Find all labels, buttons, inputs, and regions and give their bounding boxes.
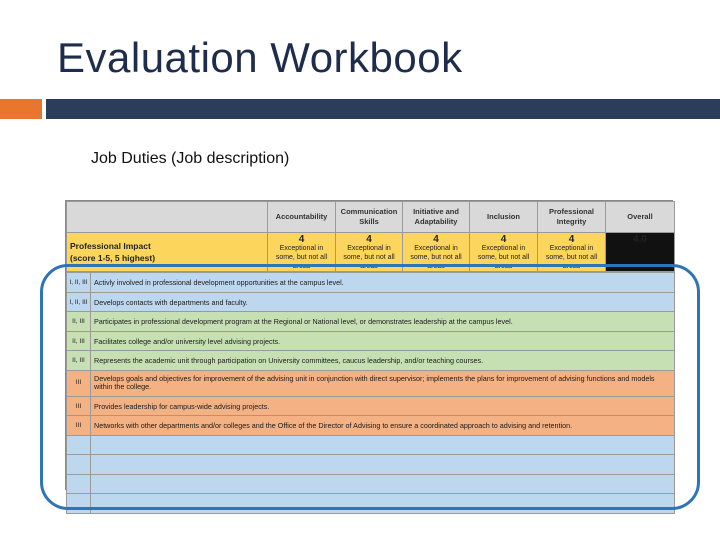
duty-description[interactable]: Facilitates college and/or university level advising projects. bbox=[91, 331, 675, 351]
impact-description: Exceptional in some, but not all areas bbox=[545, 245, 598, 270]
duty-level-code[interactable] bbox=[67, 494, 91, 514]
professional-impact-label[interactable] bbox=[67, 233, 268, 272]
impact-score: 4 bbox=[366, 234, 372, 245]
duty-level-code[interactable]: II, III bbox=[67, 331, 91, 351]
duty-level-code[interactable]: III bbox=[67, 370, 91, 396]
duty-description[interactable] bbox=[91, 455, 675, 475]
duty-description[interactable]: Develops goals and objectives for improvement of the advising unit in conjunction with direct supervisor; implements the plans for improvement of advising functions and models within the college. bbox=[91, 370, 675, 396]
duty-level-code[interactable]: III bbox=[67, 416, 91, 436]
header-professional-integrity[interactable]: Professional Integrity bbox=[538, 202, 606, 233]
slide-subtitle: Job Duties (Job description) bbox=[91, 150, 290, 167]
duty-row bbox=[67, 331, 675, 351]
duty-description[interactable]: Provides leadership for campus-wide advising projects. bbox=[91, 396, 675, 416]
header-accountability[interactable]: Accountability bbox=[268, 202, 336, 233]
header-communication-skills[interactable]: Communication Skills bbox=[336, 202, 403, 233]
accent-bar-navy bbox=[46, 99, 720, 119]
impact-score: 4 bbox=[433, 234, 439, 245]
duty-description[interactable]: Participates in professional development program at the Regional or National level, or demonstrates leadership at the campus level. bbox=[91, 312, 675, 332]
impact-cell-communication[interactable] bbox=[336, 233, 403, 272]
duty-level-code[interactable]: II, III bbox=[67, 312, 91, 332]
accent-bar-orange bbox=[0, 99, 42, 119]
impact-label-line2: (score 1-5, 5 highest) bbox=[70, 252, 156, 263]
header-inclusion[interactable]: Inclusion bbox=[470, 202, 538, 233]
duty-description[interactable]: Networks with other departments and/or colleges and the Office of the Director of Advising to ensure a coordinated approach to advising and retention. bbox=[91, 416, 675, 436]
impact-cell-accountability[interactable] bbox=[268, 233, 336, 272]
duty-level-code[interactable] bbox=[67, 435, 91, 455]
impact-description: Exceptional in some, but not all areas bbox=[410, 245, 462, 270]
impact-cell-initiative[interactable] bbox=[403, 233, 470, 272]
impact-cell-integrity[interactable] bbox=[538, 233, 606, 272]
duty-row bbox=[67, 370, 675, 396]
header-initiative-adaptability[interactable]: Initiative and Adaptability bbox=[403, 202, 470, 233]
duty-description[interactable] bbox=[91, 494, 675, 514]
evaluation-table bbox=[66, 201, 675, 272]
duty-level-code[interactable]: II, III bbox=[67, 351, 91, 371]
impact-cell-inclusion[interactable] bbox=[470, 233, 538, 272]
impact-score: 4 bbox=[568, 234, 575, 245]
duty-row bbox=[67, 494, 675, 514]
duty-level-code[interactable]: I, II, III bbox=[67, 273, 91, 293]
duty-description[interactable] bbox=[91, 435, 675, 455]
impact-description: Exceptional in some, but not all areas bbox=[343, 245, 395, 270]
duty-description[interactable]: Develops contacts with departments and faculty. bbox=[91, 292, 675, 312]
impact-description: Exceptional in some, but not all areas bbox=[275, 245, 328, 270]
header-overall[interactable]: Overall bbox=[606, 202, 675, 233]
impact-label-line1: Professional Impact bbox=[70, 241, 151, 251]
duty-level-code[interactable] bbox=[67, 474, 91, 494]
duty-row bbox=[67, 455, 675, 475]
duty-row bbox=[67, 474, 675, 494]
header-row bbox=[67, 202, 675, 233]
duty-description[interactable]: Activly involved in professional development opportunities at the campus level. bbox=[91, 273, 675, 293]
impact-description: Exceptional in some, but not all areas bbox=[477, 245, 530, 270]
duty-row bbox=[67, 351, 675, 371]
workbook-spreadsheet bbox=[65, 200, 673, 490]
duty-row bbox=[67, 273, 675, 293]
duty-description[interactable]: Represents the academic unit through participation on University committees, caucus leadership, and/or teaching courses. bbox=[91, 351, 675, 371]
professional-impact-row bbox=[67, 233, 675, 272]
job-duties-table bbox=[66, 272, 675, 514]
overall-score-cell[interactable]: 4.0 bbox=[606, 233, 675, 272]
duty-level-code[interactable] bbox=[67, 455, 91, 475]
duty-description[interactable] bbox=[91, 474, 675, 494]
impact-score: 4 bbox=[298, 234, 305, 245]
impact-score: 4 bbox=[500, 234, 507, 245]
duty-row bbox=[67, 416, 675, 436]
duty-row bbox=[67, 292, 675, 312]
duty-row bbox=[67, 396, 675, 416]
duty-row bbox=[67, 435, 675, 455]
duty-level-code[interactable]: I, II, III bbox=[67, 292, 91, 312]
header-blank-cell bbox=[67, 202, 268, 233]
duty-level-code[interactable]: III bbox=[67, 396, 91, 416]
slide-title: Evaluation Workbook bbox=[57, 34, 463, 81]
duty-row bbox=[67, 312, 675, 332]
